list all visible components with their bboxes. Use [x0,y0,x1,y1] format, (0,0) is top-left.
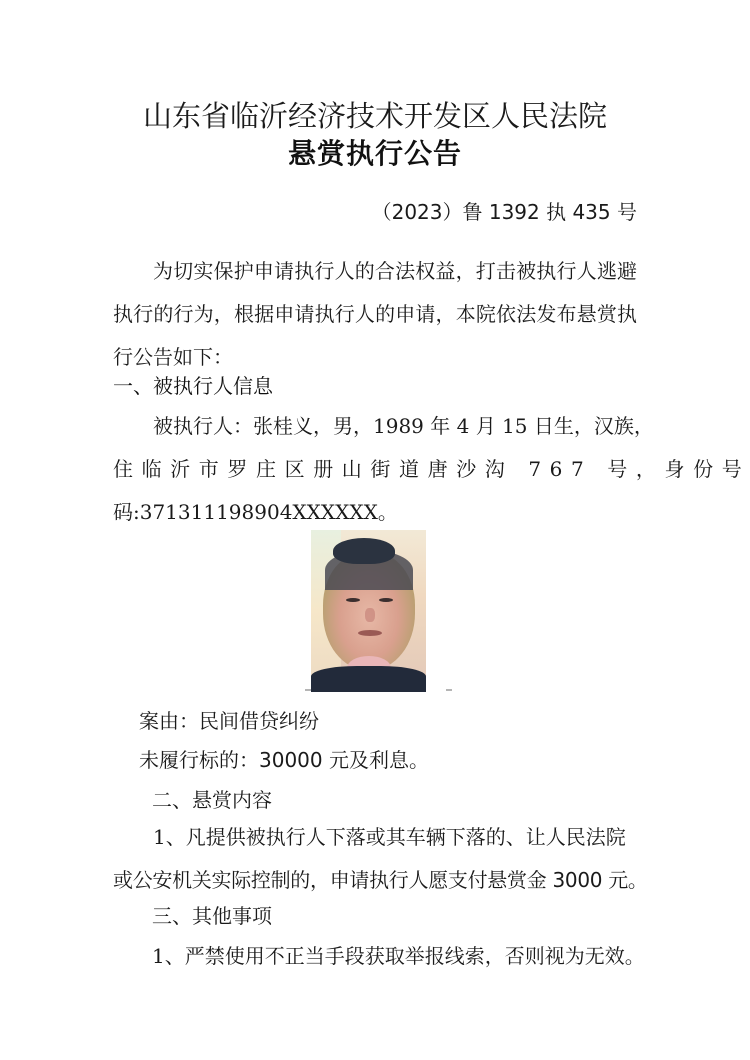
reward-item-1-line-2 [113,859,653,902]
unfulfilled-target-suffix: 元及利息。 [322,748,429,772]
debtor-info-line-3: 码:371311198904XXXXXX。 [113,500,398,524]
debtor-info-line-2: 住临沂市罗庄区册山街道唐沙沟 767 号，身份号 [113,457,750,481]
court-name-title: 山东省临沂经济技术开发区人民法院 [142,99,607,133]
case-cause-value: 民间借贷纠纷 [199,709,319,733]
section-1-heading: 一、被执行人信息 [113,374,273,398]
debtor-photo [311,530,426,692]
unfulfilled-target [139,745,679,775]
section-3-heading: 三、其他事项 [152,904,272,928]
reward-item-1-line-1: 1、凡提供被执行人下落或其车辆下落的、让人民法院 [153,825,626,849]
unfulfilled-target-label: 未履行标的： [139,748,259,772]
hair-shape [333,538,395,564]
section-2-heading: 二、悬赏内容 [152,788,272,812]
unfulfilled-target-amount: 30000 [259,748,323,772]
reward-item-1-line-2-suffix: 元。 [602,868,648,892]
case-cause [139,706,679,736]
other-item-1: 1、严禁使用不正当手段获取举报线索，否则视为无效。 [152,944,645,968]
shirt-shape [311,666,426,692]
notice-title: 悬赏执行公告 [287,137,462,170]
portrait-image [311,530,426,692]
reward-amount: 3000 [552,868,603,892]
reward-item-1 [113,816,653,902]
case-number: （2023）鲁 1392 执 435 号 [371,200,637,224]
debtor-info-paragraph [113,405,750,534]
reward-item-1-line-2-text: 或公安机关实际控制的，申请执行人愿支付悬赏金 [113,868,553,892]
debtor-info-line-1: 被执行人：张桂义，男，1989 年 4 月 15 日生，汉族， [153,414,654,438]
intro-paragraph: 为切实保护申请执行人的合法权益，打击被执行人逃避执行的行为，根据申请执行人的申请，本院依法发布悬赏执行公告如下： [113,259,637,369]
scan-mark-right [446,689,452,691]
scan-mark-left [305,689,311,691]
case-cause-label: 案由： [139,709,199,733]
